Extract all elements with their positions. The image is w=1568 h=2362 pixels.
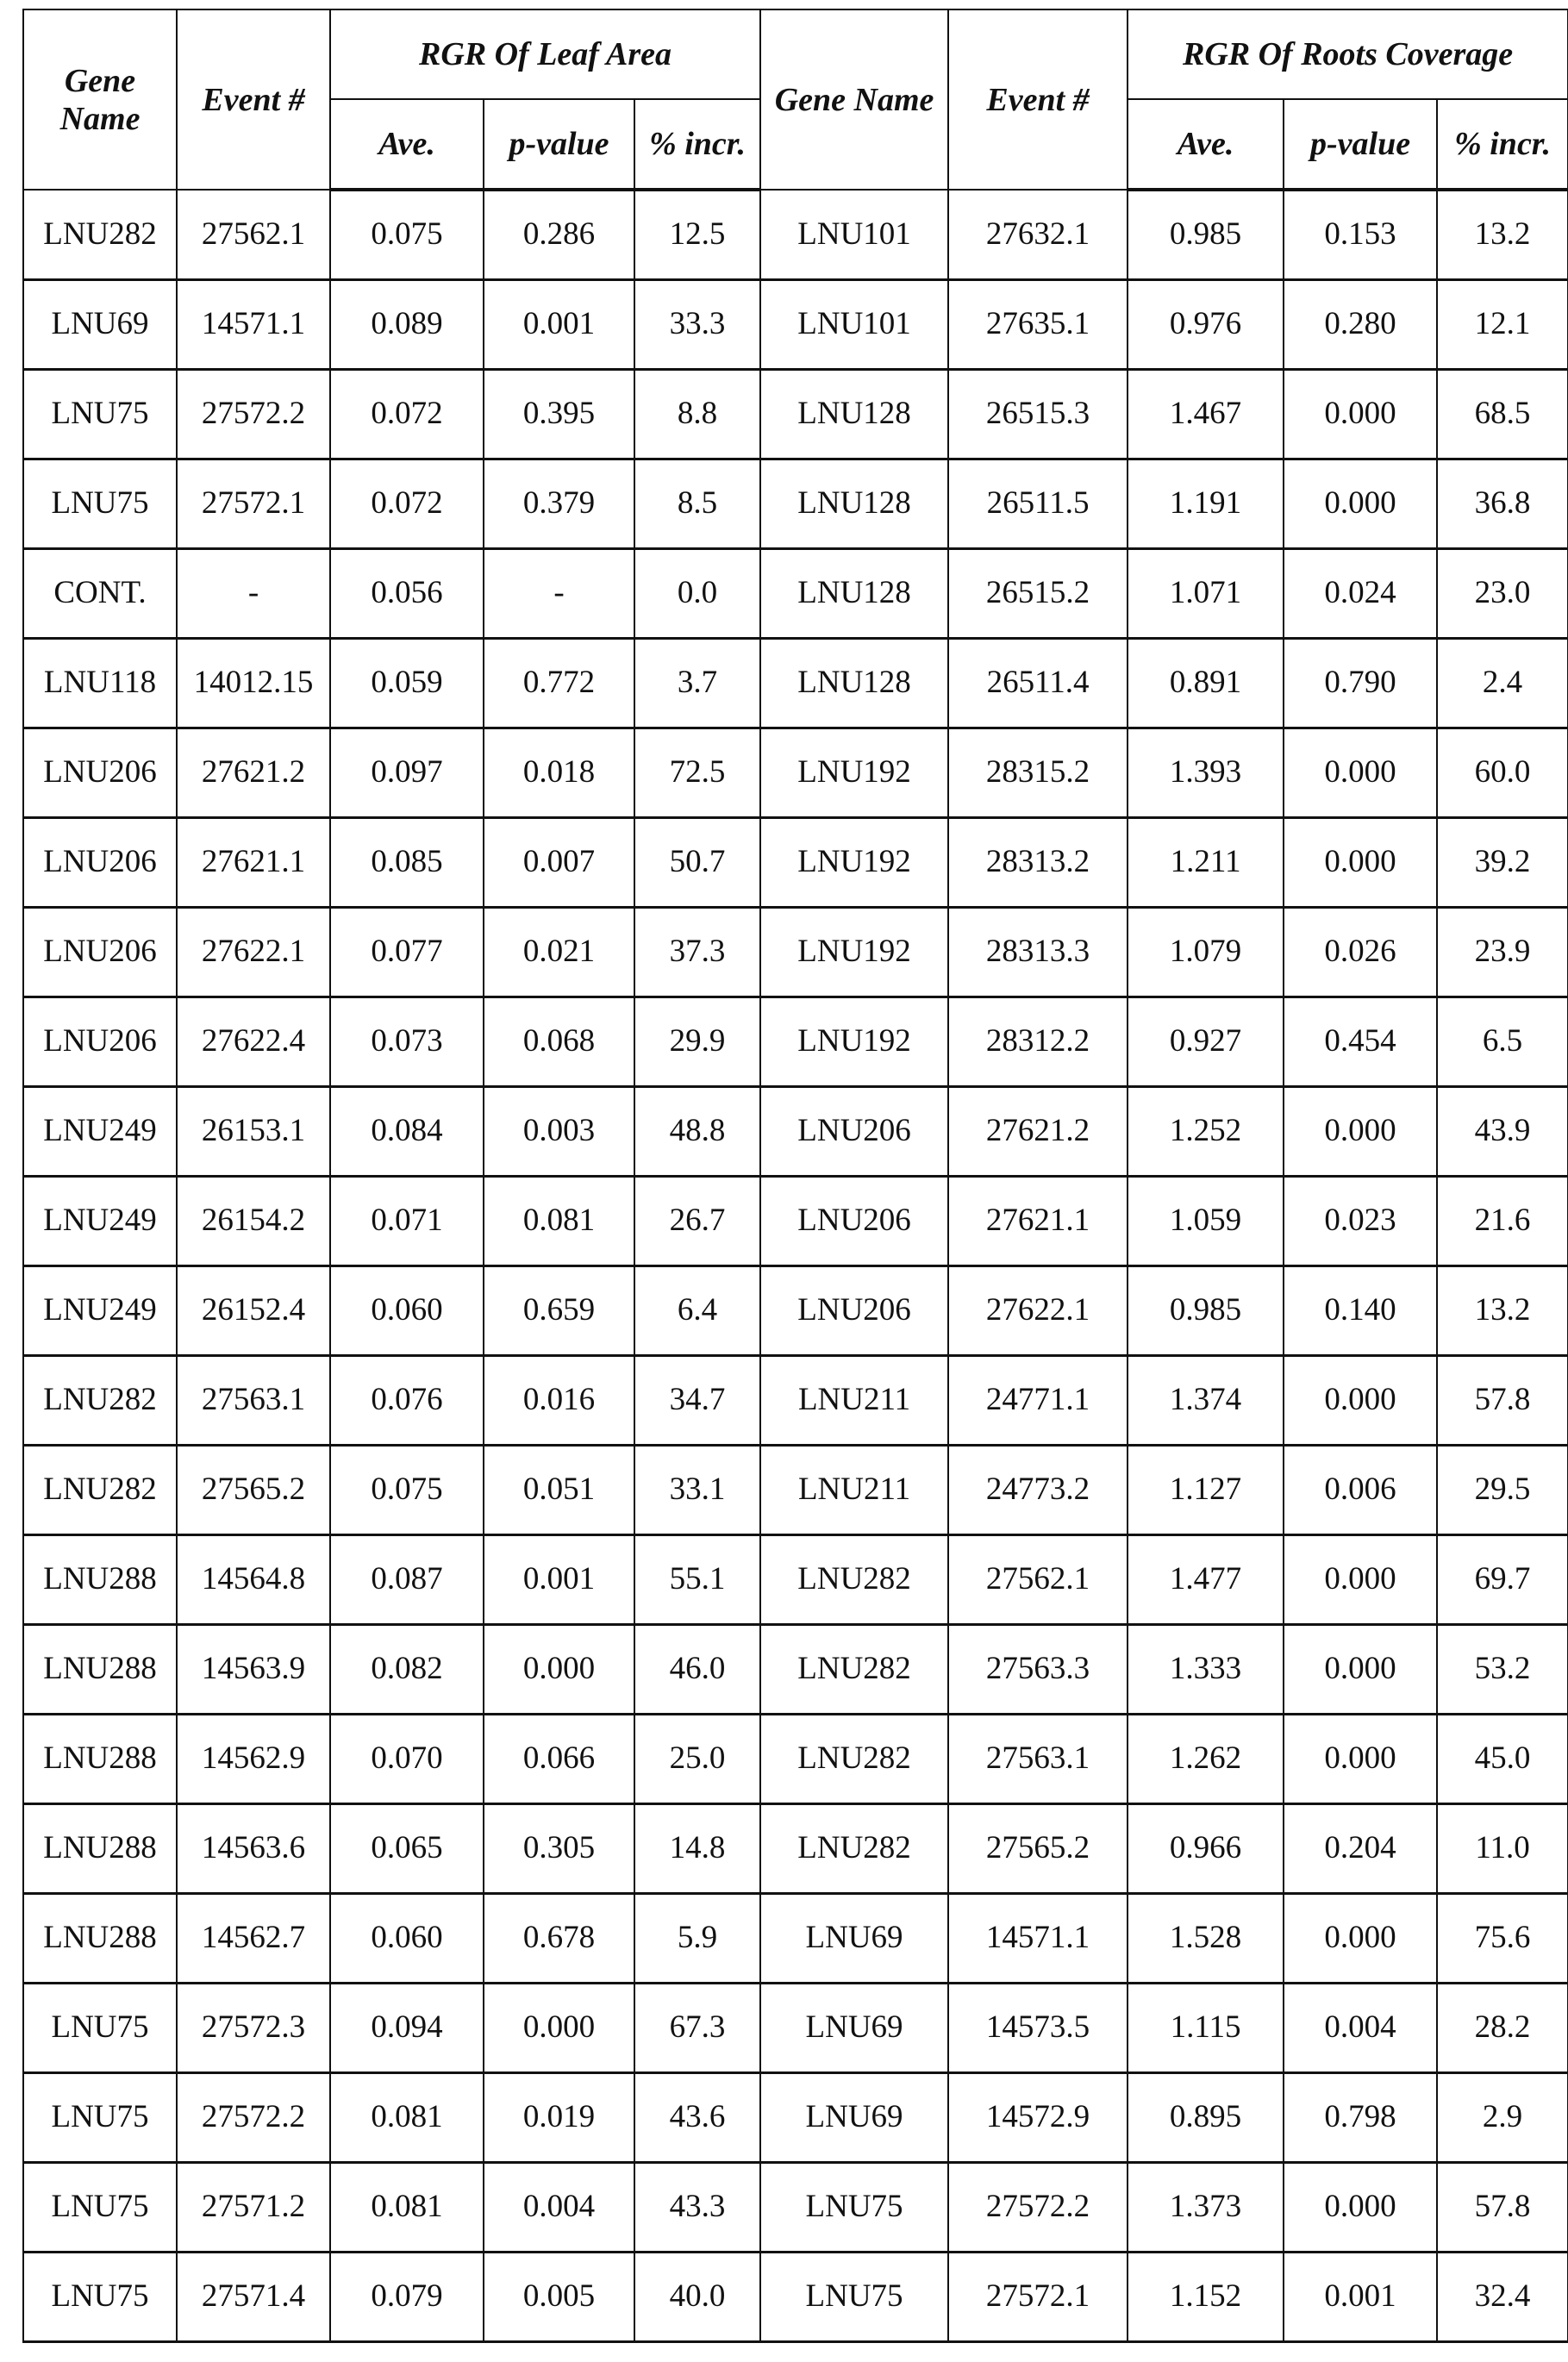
cell-leaf-incr: 48.8	[634, 1086, 760, 1176]
cell-roots-pvalue: 0.000	[1284, 1355, 1437, 1445]
cell-event: 27571.2	[177, 2162, 330, 2252]
cell-roots-incr: 68.5	[1437, 369, 1568, 459]
cell-gene-name: LNU288	[23, 1803, 177, 1893]
cell-leaf-incr: 12.5	[634, 190, 760, 279]
cell-leaf-incr: 33.1	[634, 1445, 760, 1534]
cell-event-2: 27621.2	[948, 1086, 1128, 1176]
cell-gene-name: LNU288	[23, 1893, 177, 1983]
cell-event-2: 27572.1	[948, 2252, 1128, 2341]
cell-roots-incr: 45.0	[1437, 1714, 1568, 1803]
cell-event: 14563.9	[177, 1624, 330, 1714]
cell-gene-name: LNU288	[23, 1534, 177, 1624]
cell-leaf-pvalue: 0.001	[484, 279, 634, 369]
cell-roots-incr: 43.9	[1437, 1086, 1568, 1176]
cell-gene-name: LNU75	[23, 2162, 177, 2252]
cell-event: 27622.1	[177, 907, 330, 997]
cell-leaf-incr: 43.6	[634, 2072, 760, 2162]
cell-gene-name: LNU206	[23, 728, 177, 817]
cell-roots-ave: 1.262	[1128, 1714, 1284, 1803]
cell-gene-name-2: LNU69	[760, 1983, 948, 2072]
header-leaf-incr: % incr.	[634, 99, 760, 190]
cell-event: 14562.7	[177, 1893, 330, 1983]
cell-event-2: 27635.1	[948, 279, 1128, 369]
cell-leaf-pvalue: 0.772	[484, 638, 634, 728]
cell-gene-name: LNU75	[23, 2072, 177, 2162]
cell-roots-ave: 1.477	[1128, 1534, 1284, 1624]
cell-leaf-pvalue: 0.007	[484, 817, 634, 907]
cell-gene-name: LNU282	[23, 1445, 177, 1534]
cell-roots-pvalue: 0.000	[1284, 1086, 1437, 1176]
cell-roots-pvalue: 0.000	[1284, 2162, 1437, 2252]
cell-gene-name-2: LNU206	[760, 1086, 948, 1176]
cell-gene-name: LNU75	[23, 459, 177, 548]
cell-event-2: 28313.2	[948, 817, 1128, 907]
table-row	[23, 2072, 1568, 2162]
table-row	[23, 1624, 1568, 1714]
cell-roots-pvalue: 0.006	[1284, 1445, 1437, 1534]
cell-roots-incr: 11.0	[1437, 1803, 1568, 1893]
cell-event-2: 27632.1	[948, 190, 1128, 279]
cell-event: 27571.4	[177, 2252, 330, 2341]
cell-event-2: 26515.3	[948, 369, 1128, 459]
cell-gene-name-2: LNU211	[760, 1355, 948, 1445]
cell-event-2: 26515.2	[948, 548, 1128, 638]
cell-event-2: 28315.2	[948, 728, 1128, 817]
cell-gene-name-2: LNU192	[760, 817, 948, 907]
cell-roots-incr: 21.6	[1437, 1176, 1568, 1265]
cell-event-2: 26511.4	[948, 638, 1128, 728]
cell-event-2: 27563.3	[948, 1624, 1128, 1714]
cell-roots-incr: 13.2	[1437, 1265, 1568, 1355]
cell-event-2: 28313.3	[948, 907, 1128, 997]
cell-leaf-pvalue: 0.000	[484, 1983, 634, 2072]
cell-event-2: 28312.2	[948, 997, 1128, 1086]
cell-leaf-incr: 55.1	[634, 1534, 760, 1624]
header-leaf-pvalue: p-value	[484, 99, 634, 190]
cell-gene-name: LNU249	[23, 1265, 177, 1355]
cell-roots-pvalue: 0.000	[1284, 369, 1437, 459]
cell-leaf-ave: 0.076	[330, 1355, 484, 1445]
cell-roots-ave: 1.211	[1128, 817, 1284, 907]
cell-gene-name-2: LNU75	[760, 2162, 948, 2252]
cell-event: 14571.1	[177, 279, 330, 369]
cell-leaf-pvalue: 0.066	[484, 1714, 634, 1803]
cell-roots-pvalue: 0.000	[1284, 1624, 1437, 1714]
table-row	[23, 1176, 1568, 1265]
cell-roots-pvalue: 0.790	[1284, 638, 1437, 728]
cell-roots-ave: 1.191	[1128, 459, 1284, 548]
cell-event: 27563.1	[177, 1355, 330, 1445]
cell-event-2: 27563.1	[948, 1714, 1128, 1803]
cell-gene-name: LNU249	[23, 1086, 177, 1176]
cell-leaf-pvalue: 0.305	[484, 1803, 634, 1893]
cell-roots-pvalue: 0.454	[1284, 997, 1437, 1086]
cell-roots-ave: 0.895	[1128, 2072, 1284, 2162]
data-table	[22, 9, 1568, 2343]
cell-event-2: 27562.1	[948, 1534, 1128, 1624]
cell-event: 27572.2	[177, 369, 330, 459]
cell-leaf-ave: 0.073	[330, 997, 484, 1086]
cell-event: 26152.4	[177, 1265, 330, 1355]
cell-leaf-pvalue: -	[484, 548, 634, 638]
cell-leaf-ave: 0.085	[330, 817, 484, 907]
cell-leaf-ave: 0.065	[330, 1803, 484, 1893]
cell-gene-name: LNU282	[23, 1355, 177, 1445]
cell-roots-pvalue: 0.000	[1284, 817, 1437, 907]
table-body	[23, 190, 1568, 2341]
cell-roots-incr: 23.9	[1437, 907, 1568, 997]
cell-roots-pvalue: 0.000	[1284, 1534, 1437, 1624]
cell-roots-ave: 0.966	[1128, 1803, 1284, 1893]
header-roots-pvalue: p-value	[1284, 99, 1437, 190]
cell-roots-incr: 2.9	[1437, 2072, 1568, 2162]
cell-roots-ave: 0.891	[1128, 638, 1284, 728]
table-row	[23, 190, 1568, 279]
cell-leaf-ave: 0.056	[330, 548, 484, 638]
cell-roots-pvalue: 0.280	[1284, 279, 1437, 369]
cell-leaf-pvalue: 0.068	[484, 997, 634, 1086]
cell-leaf-ave: 0.071	[330, 1176, 484, 1265]
cell-leaf-incr: 46.0	[634, 1624, 760, 1714]
header-leaf-ave: Ave.	[330, 99, 484, 190]
table-row	[23, 817, 1568, 907]
cell-leaf-ave: 0.087	[330, 1534, 484, 1624]
cell-gene-name: LNU206	[23, 907, 177, 997]
cell-roots-pvalue: 0.000	[1284, 728, 1437, 817]
cell-gene-name: LNU206	[23, 997, 177, 1086]
table-row	[23, 279, 1568, 369]
cell-roots-ave: 1.071	[1128, 548, 1284, 638]
cell-leaf-ave: 0.089	[330, 279, 484, 369]
cell-roots-incr: 13.2	[1437, 190, 1568, 279]
cell-event: 27572.1	[177, 459, 330, 548]
cell-gene-name-2: LNU211	[760, 1445, 948, 1534]
cell-event-2: 24773.2	[948, 1445, 1128, 1534]
cell-event-2: 27621.1	[948, 1176, 1128, 1265]
cell-leaf-ave: 0.075	[330, 190, 484, 279]
cell-leaf-pvalue: 0.000	[484, 1624, 634, 1714]
cell-roots-ave: 1.252	[1128, 1086, 1284, 1176]
cell-roots-ave: 0.976	[1128, 279, 1284, 369]
cell-roots-incr: 39.2	[1437, 817, 1568, 907]
cell-leaf-ave: 0.060	[330, 1265, 484, 1355]
header-roots-ave: Ave.	[1128, 99, 1284, 190]
cell-gene-name-2: LNU75	[760, 2252, 948, 2341]
cell-leaf-incr: 29.9	[634, 997, 760, 1086]
table-row	[23, 638, 1568, 728]
table-row	[23, 1534, 1568, 1624]
cell-gene-name-2: LNU282	[760, 1534, 948, 1624]
cell-leaf-pvalue: 0.021	[484, 907, 634, 997]
cell-leaf-pvalue: 0.004	[484, 2162, 634, 2252]
cell-roots-incr: 6.5	[1437, 997, 1568, 1086]
cell-gene-name: LNU69	[23, 279, 177, 369]
cell-event: 27621.2	[177, 728, 330, 817]
cell-leaf-pvalue: 0.003	[484, 1086, 634, 1176]
table-row	[23, 1086, 1568, 1176]
cell-gene-name: CONT.	[23, 548, 177, 638]
cell-event: 14562.9	[177, 1714, 330, 1803]
cell-leaf-pvalue: 0.019	[484, 2072, 634, 2162]
cell-leaf-incr: 50.7	[634, 817, 760, 907]
cell-leaf-pvalue: 0.081	[484, 1176, 634, 1265]
cell-gene-name-2: LNU128	[760, 548, 948, 638]
cell-event-2: 26511.5	[948, 459, 1128, 548]
table-row	[23, 997, 1568, 1086]
cell-gene-name-2: LNU282	[760, 1714, 948, 1803]
cell-gene-name: LNU288	[23, 1714, 177, 1803]
cell-event-2: 14571.1	[948, 1893, 1128, 1983]
cell-leaf-ave: 0.081	[330, 2162, 484, 2252]
cell-gene-name-2: LNU69	[760, 2072, 948, 2162]
cell-event-2: 24771.1	[948, 1355, 1128, 1445]
cell-roots-pvalue: 0.140	[1284, 1265, 1437, 1355]
cell-roots-ave: 0.985	[1128, 1265, 1284, 1355]
cell-leaf-ave: 0.060	[330, 1893, 484, 1983]
cell-roots-incr: 29.5	[1437, 1445, 1568, 1534]
cell-leaf-ave: 0.075	[330, 1445, 484, 1534]
cell-roots-ave: 1.393	[1128, 728, 1284, 817]
cell-event-2: 14572.9	[948, 2072, 1128, 2162]
cell-roots-incr: 32.4	[1437, 2252, 1568, 2341]
cell-gene-name-2: LNU206	[760, 1265, 948, 1355]
table-row	[23, 1983, 1568, 2072]
cell-leaf-incr: 33.3	[634, 279, 760, 369]
cell-leaf-ave: 0.084	[330, 1086, 484, 1176]
cell-leaf-ave: 0.081	[330, 2072, 484, 2162]
cell-leaf-pvalue: 0.018	[484, 728, 634, 817]
cell-gene-name-2: LNU192	[760, 907, 948, 997]
table-row	[23, 369, 1568, 459]
cell-gene-name-2: LNU282	[760, 1803, 948, 1893]
cell-gene-name: LNU288	[23, 1624, 177, 1714]
table-row	[23, 548, 1568, 638]
header-gene-name: Gene Name	[23, 9, 177, 190]
cell-leaf-incr: 14.8	[634, 1803, 760, 1893]
cell-roots-ave: 1.528	[1128, 1893, 1284, 1983]
cell-gene-name: LNU75	[23, 369, 177, 459]
cell-roots-ave: 1.127	[1128, 1445, 1284, 1534]
cell-leaf-ave: 0.072	[330, 459, 484, 548]
cell-roots-ave: 1.152	[1128, 2252, 1284, 2341]
cell-leaf-pvalue: 0.005	[484, 2252, 634, 2341]
cell-event: 14012.15	[177, 638, 330, 728]
cell-event-2: 27565.2	[948, 1803, 1128, 1893]
cell-leaf-ave: 0.077	[330, 907, 484, 997]
cell-roots-ave: 0.927	[1128, 997, 1284, 1086]
cell-leaf-ave: 0.082	[330, 1624, 484, 1714]
cell-roots-pvalue: 0.004	[1284, 1983, 1437, 2072]
table-row	[23, 1445, 1568, 1534]
cell-event: 27621.1	[177, 817, 330, 907]
cell-roots-incr: 12.1	[1437, 279, 1568, 369]
cell-leaf-incr: 0.0	[634, 548, 760, 638]
cell-gene-name-2: LNU128	[760, 459, 948, 548]
cell-gene-name: LNU118	[23, 638, 177, 728]
cell-event: 14564.8	[177, 1534, 330, 1624]
cell-roots-incr: 69.7	[1437, 1534, 1568, 1624]
cell-event: 26154.2	[177, 1176, 330, 1265]
cell-roots-ave: 1.059	[1128, 1176, 1284, 1265]
table-row	[23, 728, 1568, 817]
cell-roots-incr: 2.4	[1437, 638, 1568, 728]
header-rgr-leaf-area: RGR Of Leaf Area	[330, 9, 760, 99]
cell-leaf-incr: 6.4	[634, 1265, 760, 1355]
cell-leaf-pvalue: 0.286	[484, 190, 634, 279]
cell-gene-name-2: LNU282	[760, 1624, 948, 1714]
cell-roots-incr: 36.8	[1437, 459, 1568, 548]
cell-roots-ave: 1.333	[1128, 1624, 1284, 1714]
cell-leaf-incr: 40.0	[634, 2252, 760, 2341]
cell-event: 27622.4	[177, 997, 330, 1086]
cell-leaf-pvalue: 0.395	[484, 369, 634, 459]
cell-event-2: 14573.5	[948, 1983, 1128, 2072]
cell-event: 26153.1	[177, 1086, 330, 1176]
cell-leaf-incr: 8.5	[634, 459, 760, 548]
table-row	[23, 459, 1568, 548]
table-row	[23, 1803, 1568, 1893]
cell-gene-name: LNU249	[23, 1176, 177, 1265]
cell-roots-pvalue: 0.000	[1284, 1714, 1437, 1803]
cell-roots-ave: 1.374	[1128, 1355, 1284, 1445]
cell-leaf-ave: 0.079	[330, 2252, 484, 2341]
cell-leaf-incr: 8.8	[634, 369, 760, 459]
cell-leaf-incr: 72.5	[634, 728, 760, 817]
cell-roots-incr: 60.0	[1437, 728, 1568, 817]
cell-leaf-ave: 0.059	[330, 638, 484, 728]
cell-gene-name-2: LNU69	[760, 1893, 948, 1983]
cell-event: 27572.3	[177, 1983, 330, 2072]
cell-leaf-ave: 0.097	[330, 728, 484, 817]
cell-roots-pvalue: 0.204	[1284, 1803, 1437, 1893]
cell-gene-name: LNU75	[23, 1983, 177, 2072]
cell-roots-pvalue: 0.023	[1284, 1176, 1437, 1265]
cell-event: 14563.6	[177, 1803, 330, 1893]
cell-leaf-incr: 26.7	[634, 1176, 760, 1265]
cell-event-2: 27572.2	[948, 2162, 1128, 2252]
cell-event-2: 27622.1	[948, 1265, 1128, 1355]
cell-gene-name: LNU75	[23, 2252, 177, 2341]
cell-event: 27565.2	[177, 1445, 330, 1534]
cell-roots-incr: 53.2	[1437, 1624, 1568, 1714]
cell-gene-name-2: LNU101	[760, 190, 948, 279]
cell-roots-pvalue: 0.000	[1284, 459, 1437, 548]
cell-gene-name-2: LNU206	[760, 1176, 948, 1265]
cell-leaf-ave: 0.072	[330, 369, 484, 459]
cell-leaf-incr: 43.3	[634, 2162, 760, 2252]
cell-roots-pvalue: 0.026	[1284, 907, 1437, 997]
table-row	[23, 1355, 1568, 1445]
cell-roots-incr: 28.2	[1437, 1983, 1568, 2072]
cell-leaf-pvalue: 0.678	[484, 1893, 634, 1983]
cell-roots-ave: 1.115	[1128, 1983, 1284, 2072]
cell-roots-incr: 75.6	[1437, 1893, 1568, 1983]
cell-roots-incr: 23.0	[1437, 548, 1568, 638]
table-row	[23, 1714, 1568, 1803]
cell-leaf-incr: 5.9	[634, 1893, 760, 1983]
cell-gene-name: LNU206	[23, 817, 177, 907]
table-row	[23, 2162, 1568, 2252]
cell-event: 27572.2	[177, 2072, 330, 2162]
cell-roots-ave: 0.985	[1128, 190, 1284, 279]
cell-leaf-incr: 34.7	[634, 1355, 760, 1445]
table-row	[23, 2252, 1568, 2341]
cell-gene-name-2: LNU128	[760, 369, 948, 459]
cell-leaf-pvalue: 0.001	[484, 1534, 634, 1624]
cell-roots-incr: 57.8	[1437, 2162, 1568, 2252]
cell-leaf-incr: 67.3	[634, 1983, 760, 2072]
cell-leaf-pvalue: 0.659	[484, 1265, 634, 1355]
cell-leaf-incr: 25.0	[634, 1714, 760, 1803]
cell-roots-pvalue: 0.024	[1284, 548, 1437, 638]
cell-leaf-ave: 0.070	[330, 1714, 484, 1803]
cell-leaf-incr: 3.7	[634, 638, 760, 728]
header-event-2: Event #	[948, 9, 1128, 190]
cell-roots-ave: 1.467	[1128, 369, 1284, 459]
table-row	[23, 1893, 1568, 1983]
cell-leaf-pvalue: 0.051	[484, 1445, 634, 1534]
cell-gene-name-2: LNU192	[760, 997, 948, 1086]
cell-gene-name-2: LNU101	[760, 279, 948, 369]
cell-leaf-ave: 0.094	[330, 1983, 484, 2072]
cell-gene-name: LNU282	[23, 190, 177, 279]
header-roots-incr: % incr.	[1437, 99, 1568, 190]
cell-roots-pvalue: 0.153	[1284, 190, 1437, 279]
header-rgr-roots-coverage: RGR Of Roots Coverage	[1128, 9, 1568, 99]
cell-roots-ave: 1.373	[1128, 2162, 1284, 2252]
cell-gene-name-2: LNU192	[760, 728, 948, 817]
cell-gene-name-2: LNU128	[760, 638, 948, 728]
cell-leaf-pvalue: 0.016	[484, 1355, 634, 1445]
table-row	[23, 1265, 1568, 1355]
cell-roots-ave: 1.079	[1128, 907, 1284, 997]
cell-roots-pvalue: 0.000	[1284, 1893, 1437, 1983]
cell-roots-pvalue: 0.001	[1284, 2252, 1437, 2341]
table-row	[23, 907, 1568, 997]
cell-event: 27562.1	[177, 190, 330, 279]
header-event: Event #	[177, 9, 330, 190]
cell-roots-pvalue: 0.798	[1284, 2072, 1437, 2162]
cell-leaf-incr: 37.3	[634, 907, 760, 997]
cell-leaf-pvalue: 0.379	[484, 459, 634, 548]
cell-roots-incr: 57.8	[1437, 1355, 1568, 1445]
header-gene-name-2: Gene Name	[760, 9, 948, 190]
cell-event: -	[177, 548, 330, 638]
